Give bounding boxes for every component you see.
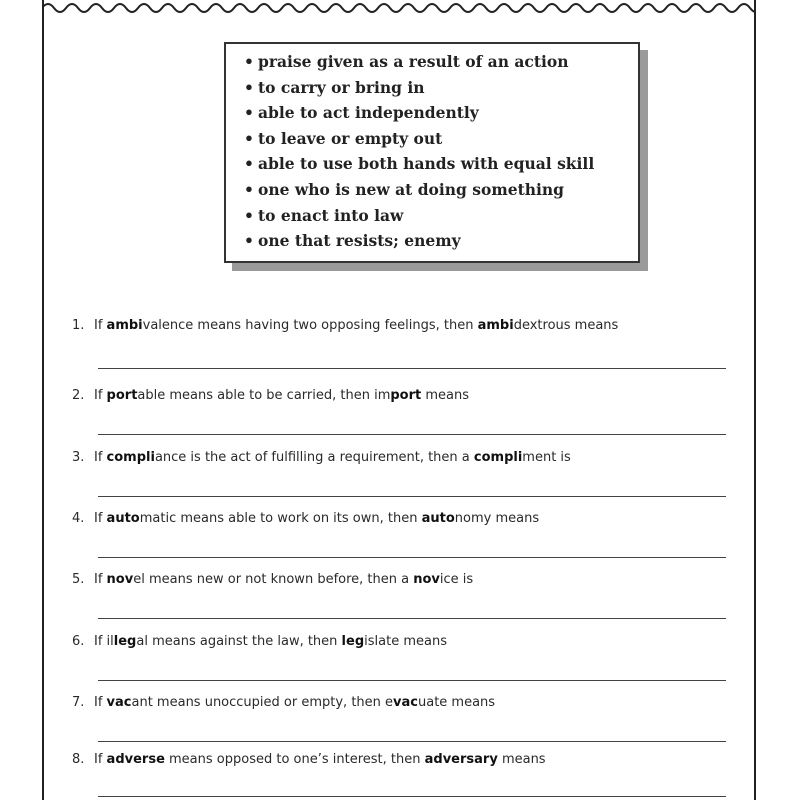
question-number: 6. xyxy=(72,634,85,649)
word-root-highlight: leg xyxy=(341,634,365,649)
question-text-segment: If xyxy=(94,695,107,710)
word-root-highlight: ambi xyxy=(477,318,514,333)
question-number: 8. xyxy=(72,752,85,767)
question-text xyxy=(94,511,539,526)
definition-text: one that resists; enemy xyxy=(258,231,461,251)
answer-line[interactable] xyxy=(98,434,726,435)
question-text-segment: uate means xyxy=(417,695,496,710)
question-text xyxy=(94,450,571,465)
question-text-segment: If xyxy=(94,752,107,767)
definition-list xyxy=(244,49,638,254)
definition-text: able to act independently xyxy=(258,103,479,123)
word-root-highlight: ambi xyxy=(106,318,143,333)
definition-text: to leave or empty out xyxy=(258,128,443,148)
question-text-segment: dextrous means xyxy=(513,318,619,333)
definition-item xyxy=(244,75,638,101)
question-item xyxy=(72,388,732,403)
definition-item xyxy=(244,100,638,126)
definition-text: praise given as a result of an action xyxy=(258,52,569,71)
bullet-icon: • xyxy=(244,179,254,199)
question-item xyxy=(72,318,732,333)
answer-line[interactable] xyxy=(98,618,726,619)
bullet-icon: • xyxy=(244,103,254,123)
question-number: 4. xyxy=(72,511,85,526)
question-text-segment: If xyxy=(94,511,107,526)
word-root-highlight: auto xyxy=(421,511,455,526)
definition-item xyxy=(244,177,638,203)
bullet-icon: • xyxy=(244,205,254,225)
question-text-segment: If xyxy=(94,388,107,403)
question-text xyxy=(94,634,447,649)
answer-line[interactable] xyxy=(98,741,726,742)
definition-text: to carry or bring in xyxy=(258,77,425,97)
question-number: 3. xyxy=(72,450,85,465)
question-item xyxy=(72,752,732,767)
definition-item xyxy=(244,49,638,75)
bullet-icon: • xyxy=(244,77,254,97)
question-text-segment: el means new or not known before, then a xyxy=(133,572,414,587)
question-item xyxy=(72,634,732,649)
question-item xyxy=(72,572,732,587)
question-text xyxy=(94,695,495,710)
word-root-highlight: adversary xyxy=(424,752,498,767)
question-text-segment: If il xyxy=(94,634,114,649)
question-text xyxy=(94,572,473,587)
question-number: 2. xyxy=(72,388,85,403)
definition-item xyxy=(244,228,638,254)
question-text-segment: means opposed to one’s interest, then xyxy=(164,752,425,767)
question-item xyxy=(72,695,732,710)
word-root-highlight: compli xyxy=(473,450,523,465)
definition-item xyxy=(244,126,638,152)
question-text-segment: able means able to be carried, then im xyxy=(137,388,391,403)
word-root-highlight: port xyxy=(390,388,422,403)
definition-box xyxy=(224,42,640,263)
question-text-segment: ance is the act of fulfilling a requirement, then a xyxy=(154,450,474,465)
word-root-highlight: port xyxy=(106,388,138,403)
word-root-highlight: compli xyxy=(106,450,155,465)
word-root-highlight: adverse xyxy=(106,752,165,767)
wavy-top-border xyxy=(42,0,756,16)
question-text-segment: ice is xyxy=(439,572,474,587)
answer-line[interactable] xyxy=(98,368,726,369)
question-text-segment: If xyxy=(94,450,107,465)
question-text-segment: valence means having two opposing feelings, then xyxy=(142,318,478,333)
question-text-segment: islate means xyxy=(364,634,447,649)
definition-text: to enact into law xyxy=(258,205,404,225)
definition-item xyxy=(244,151,638,177)
question-number: 7. xyxy=(72,695,85,710)
bullet-icon: • xyxy=(244,231,254,251)
question-text xyxy=(94,752,546,767)
definition-item xyxy=(244,203,638,229)
bullet-icon: • xyxy=(244,128,254,148)
question-text-segment: If xyxy=(94,318,107,333)
question-text-segment: ant means unoccupied or empty, then e xyxy=(131,695,394,710)
question-text-segment: ment is xyxy=(522,450,571,465)
answer-line[interactable] xyxy=(98,557,726,558)
word-root-highlight: nov xyxy=(413,572,440,587)
question-item xyxy=(72,450,732,465)
definition-text: able to use both hands with equal skill xyxy=(258,154,595,174)
bullet-icon: • xyxy=(244,154,254,174)
definition-text: one who is new at doing something xyxy=(258,179,565,199)
question-text-segment: means xyxy=(497,752,546,767)
question-text xyxy=(94,388,469,403)
word-root-highlight: vac xyxy=(106,695,132,710)
word-root-highlight: nov xyxy=(106,572,134,587)
question-text-segment: al means against the law, then xyxy=(136,634,342,649)
question-text xyxy=(94,318,618,333)
answer-line[interactable] xyxy=(98,496,726,497)
question-text-segment: matic means able to work on its own, then xyxy=(139,511,422,526)
question-text-segment: means xyxy=(421,388,470,403)
word-root-highlight: auto xyxy=(106,511,140,526)
word-root-highlight: leg xyxy=(113,634,137,649)
question-number: 1. xyxy=(72,318,85,333)
question-text-segment: If xyxy=(94,572,107,587)
answer-line[interactable] xyxy=(98,796,726,797)
bullet-icon: • xyxy=(244,52,254,71)
word-root-highlight: vac xyxy=(393,695,418,710)
answer-line[interactable] xyxy=(98,680,726,681)
question-number: 5. xyxy=(72,572,85,587)
question-text-segment: nomy means xyxy=(454,511,540,526)
question-item xyxy=(72,511,732,526)
